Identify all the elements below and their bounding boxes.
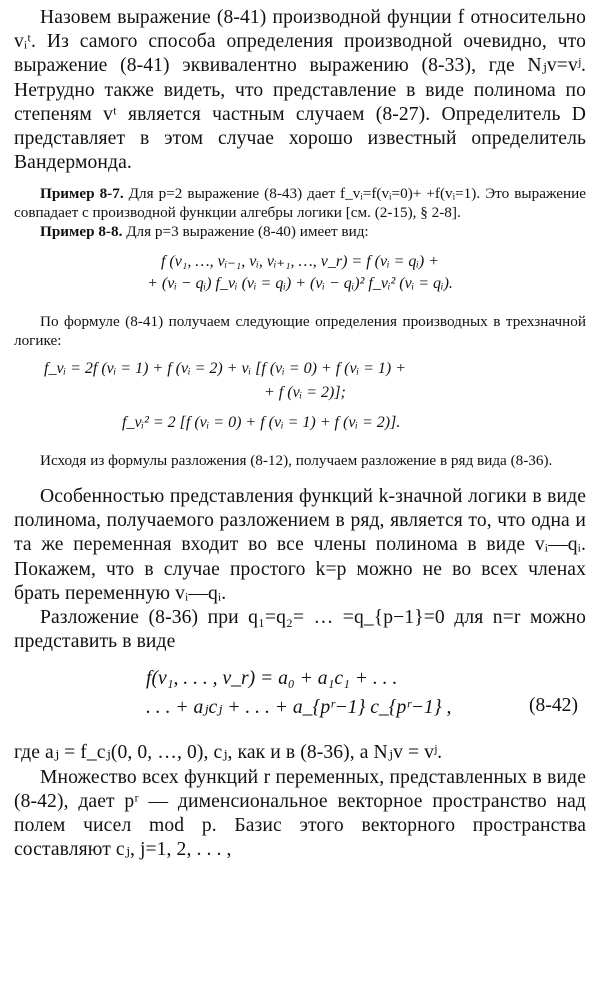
example-8-8-text: Для p=3 выражение (8-40) имеет вид: [122,222,369,240]
equation-4-line-2: . . . + aⱼcⱼ + . . . + a_{pʳ−1} c_{pʳ−1} , (8-42) [146,695,578,719]
paragraph-expansion: Исходя из формулы разложения (8-12), получаем разложение в ряд вида (8-36). [40,452,553,470]
paragraph-expansion-represent: Разложение (8-36) при q₁=q₂= … =q_{p−1}=0 для n=r можно представить в виде [14,607,586,653]
equation-2-line-2: + f (vᵢ = 2)]; [264,384,346,402]
example-8-8-lead: Пример 8-8. [40,222,123,240]
paragraph-where: где aⱼ = f_cⱼ(0, 0, …, 0), cⱼ, как и в (8-36), а Nⱼv = vʲ. [14,742,443,764]
equation-1-line-1: f (v₁, …, vᵢ₋₁, vᵢ, vᵢ₊₁, …, v_r) = f (vᵢ = qᵢ) + [160,253,440,271]
example-8-7-text: Для p=2 выражение (8-43) дает f_vᵢ=f(vᵢ=0)+ +f(vᵢ=1). Это выражение совпадает с производной функции алгебры логики [см. (2-15), § 2-8]. [14,185,586,222]
example-8-7 [14,185,586,222]
paragraph-by-formula: По формуле (8-41) получаем следующие определения производных в трехзначной логике: [14,313,586,349]
example-8-7-lead: Пример 8-7. [40,185,124,203]
equation-number: (8-42) [529,695,578,717]
equation-2-line-1: f_vᵢ = 2f (vᵢ = 1) + f (vᵢ = 2) + vᵢ [f (vᵢ = 0) + f (vᵢ = 1) + [44,360,407,378]
equation-1-line-2: + (vᵢ − qᵢ) f_vᵢ (vᵢ = qᵢ) + (vᵢ − qᵢ)² f_vᵢ² (vᵢ = qᵢ). [147,275,453,293]
paragraph-derivative-definition: Назовем выражение (8-41) производной фунции f относительно vᵢᵗ. Из самого способа определения производной очевидно, что выражение (8-41) эквивалентно выражению (8-33), где Nⱼv=vʲ. Нетрудно также видеть, что представление в виде полинома по степеням vᵗ является частным случаем (8-27). Определитель D представляет в этом случае хорошо известный определитель Вандермонда. [14,7,586,174]
example-8-8 [14,223,586,242]
paragraph-feature: Особенностью представления функций k-значной логики в виде полинома, получаемого разложением в ряд, является то, что одна и та же переменная входит во все члены полинома в виде vᵢ—qᵢ. Покажем, что в случае простого k=p можно не во всех членах брать переменную vᵢ—qᵢ. [14,485,586,604]
equation-4-line-1: f(v₁, . . . , v_r) = a₀ + a₁c₁ + . . . [146,668,398,690]
equation-3: f_vᵢ² = 2 [f (vᵢ = 0) + f (vᵢ = 1) + f (vᵢ = 2)]. [122,414,401,432]
paragraph-vector-space: Множество всех функций r переменных, представленных в виде (8-42), дает pʳ — дименсиональное векторное пространство над полем чисел mod p. Базис этого векторного пространства составляют cⱼ, j=1, 2, . . . , [14,766,586,861]
